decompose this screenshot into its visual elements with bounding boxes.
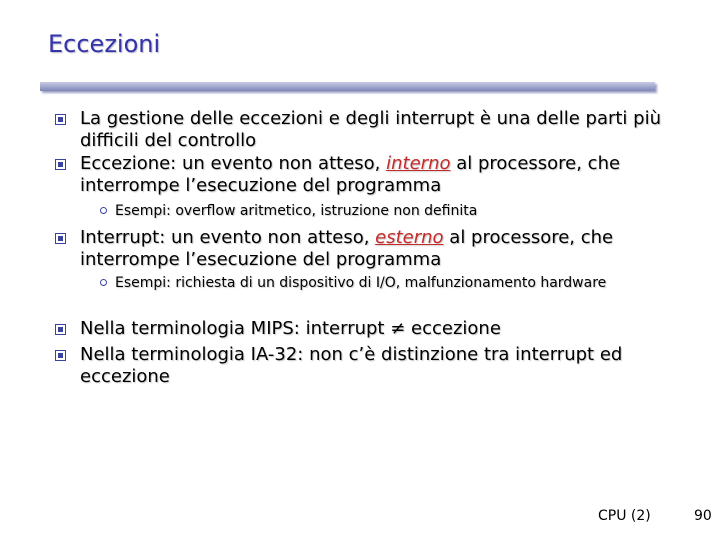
bullet-text: Nella terminologia MIPS: interrupt ≠ eccezione xyxy=(80,318,501,339)
bullet-item xyxy=(80,227,680,271)
bullet-text-end: al processore, che interrompe l’esecuzione del programma xyxy=(80,153,621,196)
square-bullet-icon xyxy=(55,159,66,170)
square-bullet-icon xyxy=(55,114,66,125)
square-bullet-icon xyxy=(55,233,66,244)
sub-bullet-item xyxy=(115,202,675,220)
page-number: 90 xyxy=(694,508,712,524)
bullet-text-end: al processore, che interrompe l’esecuzione del programma xyxy=(80,227,614,270)
bullet-text-start: Eccezione: un evento non atteso, xyxy=(80,153,387,174)
circle-bullet-icon xyxy=(100,207,107,214)
sub-bullet-item xyxy=(115,274,635,292)
highlighted-term: interno xyxy=(386,153,451,174)
bullet-item xyxy=(80,108,680,152)
sub-bullet-text: Esempi: richiesta di un dispositivo di I/O, malfunzionamento hardware xyxy=(115,275,607,291)
square-bullet-icon xyxy=(55,324,66,335)
circle-bullet-icon xyxy=(100,279,107,286)
bullet-item xyxy=(80,153,680,197)
bullet-text: Nella terminologia IA-32: non c’è distinzione tra interrupt ed eccezione xyxy=(80,344,623,387)
title-divider xyxy=(40,82,655,91)
highlighted-term: esterno xyxy=(375,227,444,248)
sub-bullet-text: Esempi: overflow aritmetico, istruzione non definita xyxy=(115,203,478,219)
bullet-text-start: Interrupt: un evento non atteso, xyxy=(80,227,376,248)
footer-section: CPU (2) xyxy=(598,508,651,524)
bullet-item xyxy=(80,318,680,340)
slide-title: Eccezioni xyxy=(48,30,161,58)
bullet-item xyxy=(80,344,660,388)
bullet-text: La gestione delle eccezioni e degli interrupt è una delle parti più difficili del controllo xyxy=(80,108,661,151)
square-bullet-icon xyxy=(55,350,66,361)
